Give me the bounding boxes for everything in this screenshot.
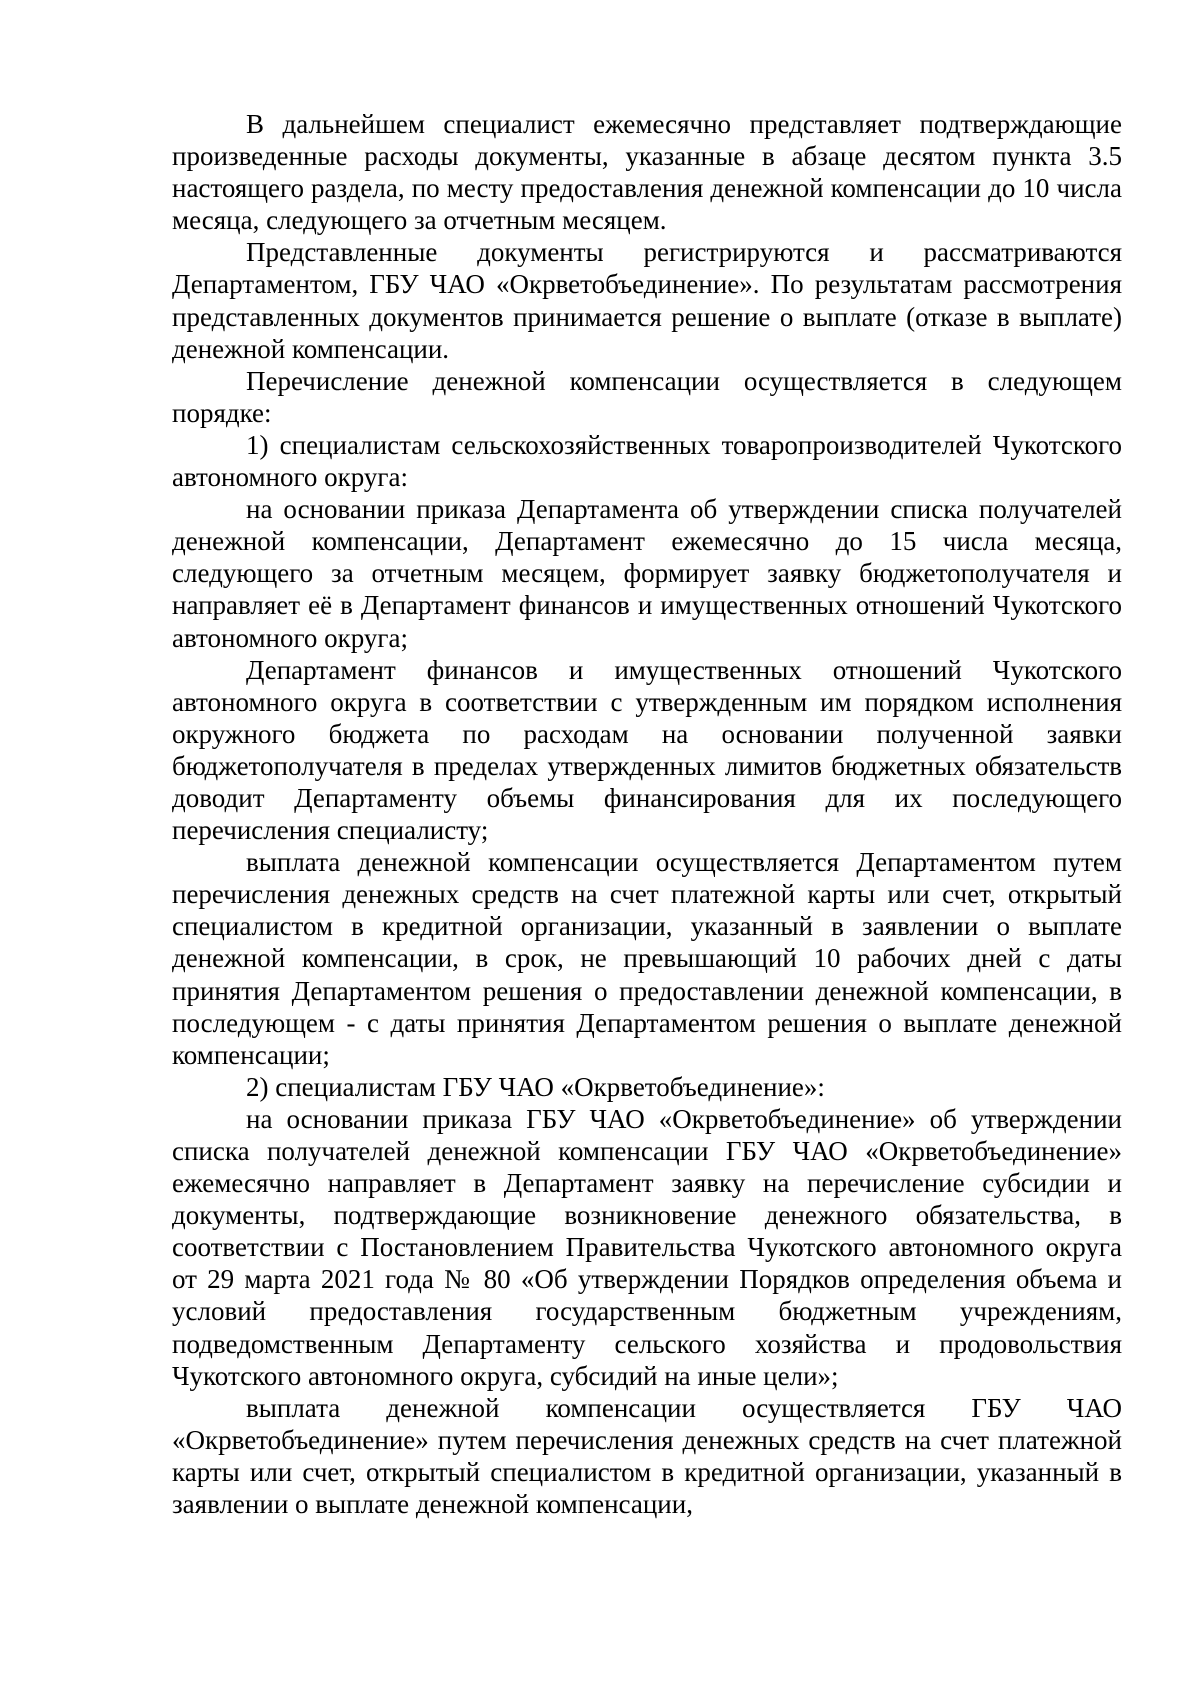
paragraph-transfer-order: Перечисление денежной компенсации осуществляется в следующем порядке: bbox=[172, 365, 1122, 428]
document-page bbox=[172, 108, 1122, 1520]
paragraph-department-order: на основании приказа Департамента об утверждении списка получателей денежной компенсации, Департамент ежемесячно до 15 числа месяца, следующего за отчетным месяцем, формирует заявку бюджетополучателя и направляет её в Департамент финансов и имущественных отношений Чукотского автономного округа; bbox=[172, 494, 1122, 653]
paragraph-gbu-order: на основании приказа ГБУ ЧАО «Окрветобъединение» об утверждении списка получателей денежной компенсации ГБУ ЧАО «Окрветобъединение» ежемесячно направляет в Департамент заявку на перечисление субсидии и документы, подтверждающие возникновение денежного обязательства, в соответствии с Постановлением Правительства Чукотского автономного округа от 29 марта 2021 года № 80 «Об утверждении Порядков определения объема и условий предоставления государственным бюджетным учреждениям, подведомственным Департаменту сельского хозяйства и продовольствия Чукотского автономного округа, субсидий на иные цели»; bbox=[172, 1103, 1122, 1391]
paragraph-finance-department: Департамент финансов и имущественных отношений Чукотского автономного округа в соответствии с утвержденным им порядком исполнения окружного бюджета по расходам на основании полученной заявки бюджетополучателя в пределах утвержденных лимитов бюджетных обязательств доводит Департаменту объемы финансирования для их последующего перечисления специалисту; bbox=[172, 654, 1122, 846]
paragraph-monthly-documents: В дальнейшем специалист ежемесячно представляет подтверждающие произведенные расходы документы, указанные в абзаце десятом пункта 3.5 настоящего раздела, по месту предоставления денежной компенсации до 10 числа месяца, следующего за отчетным месяцем. bbox=[172, 109, 1122, 236]
list-item-1-agricultural-specialists: 1) специалистам сельскохозяйственных товаропроизводителей Чукотского автономного округа: bbox=[172, 429, 1122, 493]
list-item-2-gbu-specialists: 2) специалистам ГБУ ЧАО «Окрветобъединение»: bbox=[246, 1071, 825, 1102]
paragraph-department-payment: выплата денежной компенсации осуществляется Департаментом путем перечисления денежных средств на счет платежной карты или счет, открытый специалистом в кредитной организации, указанный в заявлении о выплате денежной компенсации, в срок, не превышающий 10 рабочих дней с даты принятия Департаментом решения о предоставлении денежной компенсации, в последующем - с даты принятия Департаментом решения о выплате денежной компенсации; bbox=[172, 847, 1122, 1070]
paragraph-documents-review: Представленные документы регистрируются и рассматриваются Департаментом, ГБУ ЧАО «Окрветобъединение». По результатам рассмотрения представленных документов принимается решение о выплате (отказе в выплате) денежной компенсации. bbox=[172, 237, 1122, 364]
paragraph-gbu-payment: выплата денежной компенсации осуществляется ГБУ ЧАО «Окрветобъединение» путем перечисления денежных средств на счет платежной карты или счет, открытый специалистом в кредитной организации, указанный в заявлении о выплате денежной компенсации, bbox=[172, 1392, 1122, 1520]
